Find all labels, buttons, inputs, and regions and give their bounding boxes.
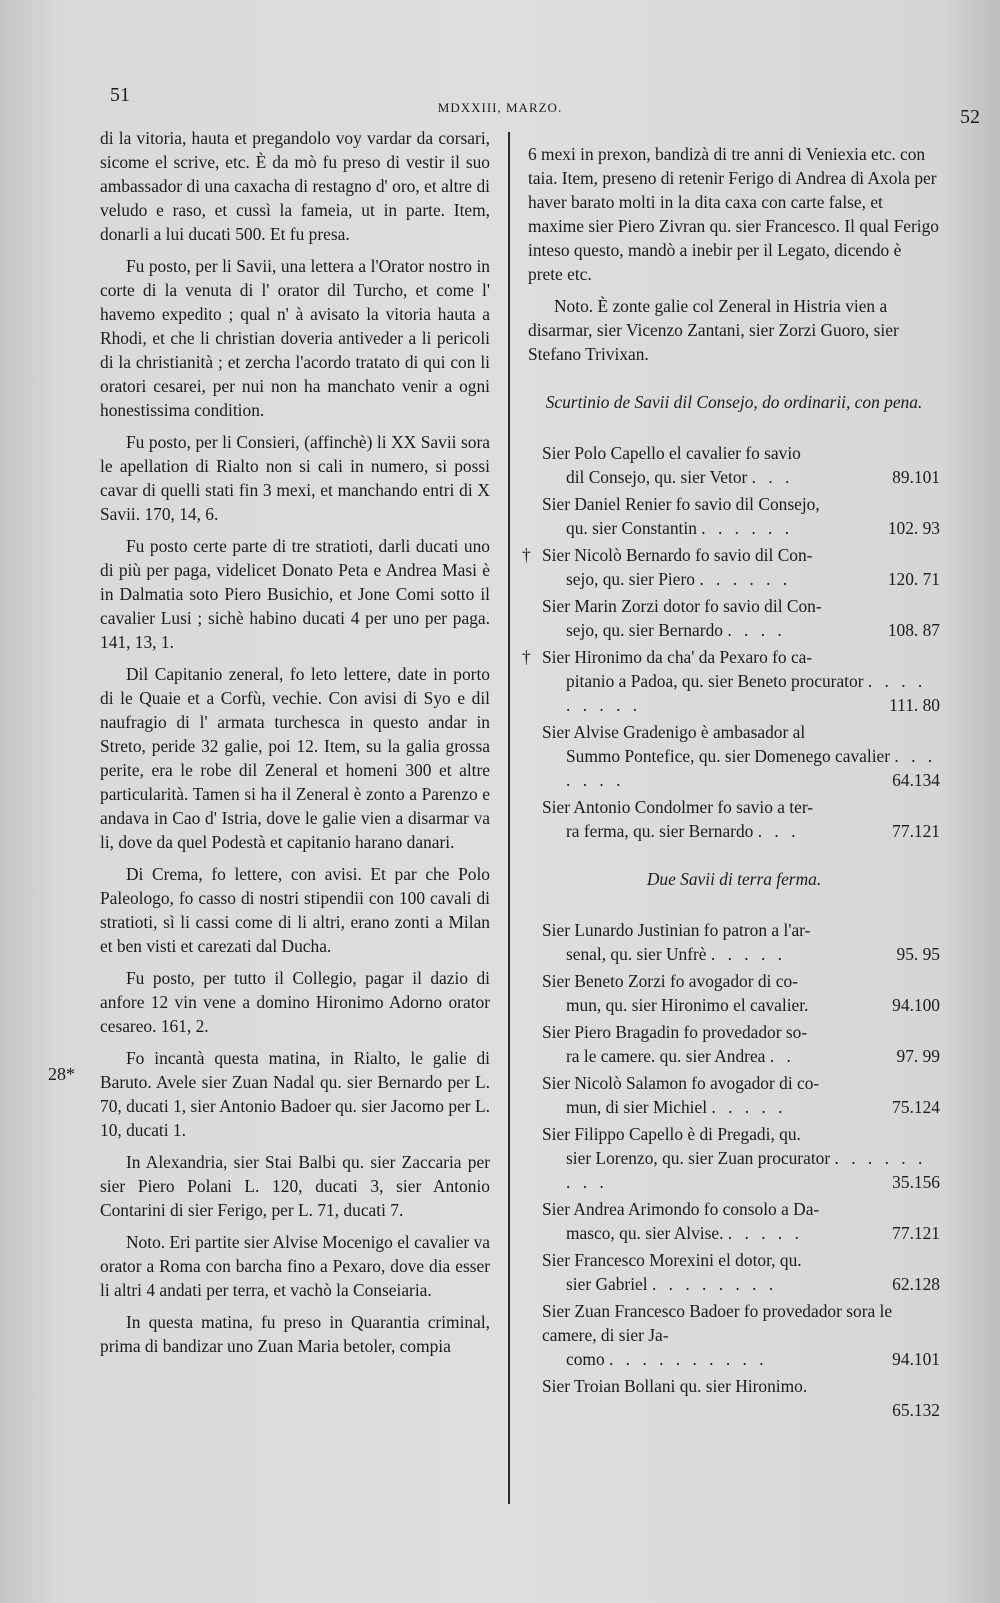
candidate-name: Sier Polo Capello el cavalier fo savio (542, 443, 801, 463)
left-paragraph: Di Crema, fo lettere, con avisi. Et par che Polo Paleologo, fo casso di nostri stipendii con 100 cavali di stratioti, sì li cassi come di li altri, erano zonti a Milan et ben visti et carezati dal Ducha. (100, 864, 490, 956)
leader-dots: . . . (751, 467, 794, 487)
vote-count: 89.101 (892, 467, 940, 487)
candidate-name: Sier Filippo Capello è di Pregadi, qu. (542, 1124, 801, 1144)
vote-count: 97. 99 (896, 1046, 940, 1066)
left-paragraph: Fu posto, per li Savii, una lettera a l'Orator nostro in corte di la venuta di l' orator dil Turcho, et come l' havemo expedito ; qual n' à avisato la vitoria hauta a Rhodi, et che li christian doveria antiveder a li pericoli di la christianità ; et zercha l'acordo tratato di qui con li oratori cesarei, per nui non ha manchato venir a ogni honestissima condition. (100, 256, 490, 420)
margin-note: 28* (48, 1064, 75, 1084)
candidate-detail-text: sejo, qu. sier Bernardo (566, 620, 728, 640)
leader-dots: . . . (757, 821, 800, 841)
terra-ferma-list (528, 918, 940, 1422)
vote-count: 65.132 (892, 1400, 940, 1420)
left-column (100, 126, 490, 1366)
candidate-detail-text: ra ferma, qu. sier Bernardo (566, 821, 758, 841)
candidate-name: Sier Troian Bollani qu. sier Hironimo. (542, 1376, 808, 1396)
ballot-entry (522, 645, 940, 717)
vote-count: 102. 93 (887, 518, 940, 538)
right-page-number: 52 (960, 106, 980, 128)
vote-count: 77.121 (892, 1223, 940, 1243)
candidate-detail (542, 618, 940, 642)
candidate-detail-text: senal, qu. sier Unfrè (566, 944, 711, 964)
candidate-detail (542, 744, 940, 792)
ballot-entry (528, 720, 940, 792)
candidate-name: Sier Beneto Zorzi fo avogador di co- (542, 971, 798, 991)
candidate-detail-text: mun, di sier Michiel (566, 1097, 712, 1117)
ballot-entry (528, 1197, 940, 1245)
candidate-name: Sier Piero Bragadin fo provedador so- (542, 1022, 808, 1042)
vote-count: 120. 71 (887, 569, 940, 589)
vote-count: 64.134 (892, 770, 940, 790)
ballot-entry (528, 918, 940, 966)
vote-count: 35.156 (892, 1172, 940, 1192)
candidate-detail (542, 993, 940, 1017)
candidate-detail-text: sier Lorenzo, qu. sier Zuan procurator (566, 1148, 835, 1168)
candidate-detail (542, 1095, 940, 1119)
vote-count: 94.101 (892, 1349, 940, 1369)
left-paragraph: di la vitoria, hauta et pregandolo voy vardar da corsari, sicome el scrive, etc. È da mò fu preso di vestir il suo ambassador di una caxacha di restagno d' oro, et altre di veludo e raso, et cussì la fameia, ut in parte. Item, donarli a lui ducati 500. Et fu presa. (100, 128, 490, 244)
candidate-detail-text: dil Consejo, qu. sier Vetor (566, 467, 752, 487)
vote-count: 108. 87 (887, 620, 940, 640)
section-title-scurtinio: Scurtinio de Savii dil Consejo, do ordinarii, con pena. (545, 392, 923, 412)
candidate-detail (542, 1146, 940, 1194)
candidate-name: Sier Francesco Morexini el dotor, qu. (542, 1250, 802, 1270)
candidate-name: Sier Zuan Francesco Badoer fo provedador sora le camere, di sier Ja- (542, 1301, 893, 1345)
left-paragraph: Fo incantà questa matina, in Rialto, le galie di Baruto. Avele sier Zuan Nadal qu. sier Bernardo per L. 70, ducati 1, sier Antonio Badoer qu. sier Jacomo per L. 10, ducati 1. (100, 1048, 490, 1140)
leader-dots: . . (769, 1046, 795, 1066)
leader-dots: . . . . . . . (566, 746, 937, 790)
candidate-detail-text: sejo, qu. sier Piero (566, 569, 700, 589)
candidate-detail-text: Summo Pontefice, qu. sier Domenego cavalier (566, 746, 895, 766)
scurtinio-list (522, 441, 940, 843)
candidate-detail-text: como (566, 1349, 609, 1369)
candidate-detail (542, 1272, 940, 1296)
ballot-entry (528, 594, 940, 642)
candidate-detail-text: qu. sier Constantin (566, 518, 702, 538)
ballot-entry (528, 1248, 940, 1296)
ballot-entry (528, 441, 940, 489)
candidate-name: Sier Antonio Condolmer fo savio a ter- (542, 797, 814, 817)
candidate-detail (542, 1347, 940, 1371)
ballot-entry (528, 1299, 940, 1371)
running-head: MDXXIII, MARZO. (437, 100, 563, 115)
candidate-name: Sier Andrea Arimondo fo consolo a Da- (542, 1199, 820, 1219)
column-divider (508, 132, 510, 1504)
candidate-detail (542, 465, 940, 489)
candidate-detail-text: pitanio a Padoa, qu. sier Beneto procurator (566, 671, 868, 691)
ballot-entry (528, 969, 940, 1017)
ballot-entry (528, 1122, 940, 1194)
vote-count: 95. 95 (896, 944, 940, 964)
right-paragraph: Noto. È zonte galie col Zeneral in Histria vien a disarmar, sier Vicenzo Zantani, sier Zorzi Guoro, sier Stefano Trivixan. (528, 296, 899, 364)
candidate-detail (542, 516, 940, 540)
candidate-name: Sier Hironimo da cha' da Pexaro fo ca- (542, 647, 813, 667)
candidate-detail-text: ra le camere. qu. sier Andrea (566, 1046, 770, 1066)
candidate-detail (542, 942, 940, 966)
leader-dots: . . . . . . (699, 569, 792, 589)
left-paragraph: Fu posto certe parte di tre stratioti, darli ducati uno di più per paga, videlicet Donato Peta e Andrea Masi è in Dalmatia soto Piero Busichio, et Jone Comi sotto il cavalier Lusi ; sichè habino ducati 4 per uno per paga. 141, 13, 1. (100, 536, 490, 652)
right-column (522, 142, 940, 1425)
ballot-entry (528, 1020, 940, 1068)
candidate-detail (542, 669, 940, 717)
candidate-detail (542, 1221, 940, 1245)
ballot-entry (528, 795, 940, 843)
ballot-entry (528, 492, 940, 540)
candidate-mark: † (522, 647, 531, 667)
leader-dots: . . . . (727, 620, 786, 640)
section-title-terra-ferma: Due Savii di terra ferma. (646, 869, 822, 889)
candidate-name: Sier Alvise Gradenigo è ambasador al (542, 722, 806, 742)
leader-dots: . . . . . (710, 944, 787, 964)
leader-dots: . . . . . . . . . . (608, 1349, 768, 1369)
candidate-detail (542, 819, 940, 843)
candidate-name: Sier Daniel Renier fo savio dil Consejo, (542, 494, 820, 514)
candidate-name: Sier Nicolò Bernardo fo savio dil Con- (542, 545, 813, 565)
candidate-mark: † (522, 545, 531, 565)
vote-count: 75.124 (892, 1097, 940, 1117)
vote-count: 77.121 (892, 821, 940, 841)
candidate-detail-text: sier Gabriel (566, 1274, 652, 1294)
left-page-number: 51 (110, 84, 130, 106)
left-paragraph: In Alexandria, sier Stai Balbi qu. sier Zaccaria per sier Piero Polani L. 120, ducati 3, sier Antonio Contarini di sier Ferigo, per L. 71, ducati 7. (100, 1152, 490, 1220)
candidate-name: Sier Lunardo Justinian fo patron a l'ar- (542, 920, 811, 940)
leader-dots: . . . . . (727, 1223, 803, 1243)
candidate-detail (542, 1044, 940, 1068)
left-paragraph: Dil Capitanio zeneral, fo leto lettere, date in porto di le Quaie et a Corfù, vechie. Con avisi di Syo e dil naufragio di l' armata turchesca in questo andar in Streto, peride 32 galie, poi 12. Item, su la galia grossa perite, era le robe dil Zeneral et homeni 300 et altre particularità. Tamen si ha il Zeneral è zonto a Parenzo e andava in Cao d' Istria, dove le galie vien a disarmar va li, dove da quel Podestà et capitanio harano danari. (100, 664, 490, 852)
candidate-name: Sier Nicolò Salamon fo avogador di co- (542, 1073, 820, 1093)
vote-count: 111. 80 (889, 695, 940, 715)
candidate-detail (542, 567, 940, 591)
leader-dots: . . . . . . (701, 518, 794, 538)
vote-count: 94.100 (892, 995, 940, 1015)
vote-count: 62.128 (892, 1274, 940, 1294)
left-paragraph: Fu posto, per tutto il Collegio, pagar il dazio di anfore 12 vin vene a domino Hironimo Adorno orator cesareo. 161, 2. (100, 968, 490, 1036)
leader-dots: . . . . . . . . (651, 1274, 778, 1294)
candidate-detail-text: masco, qu. sier Alvise. (566, 1223, 728, 1243)
left-paragraph: In questa matina, fu preso in Quarantia criminal, prima di bandizar uno Zuan Maria betoler, compia (100, 1312, 490, 1356)
ballot-entry (528, 1374, 940, 1422)
leader-dots: . . . . . . . . . (566, 671, 927, 715)
left-paragraph: Fu posto, per li Consieri, (affinchè) li XX Savii sora le apellation di Rialto non si cali in numero, si possi cavar di quelli stati fin 3 mexi, et manchando entri di X Savii. 170, 14, 6. (100, 432, 490, 524)
left-paragraph: Noto. Eri partite sier Alvise Mocenigo el cavalier va orator a Roma con barcha fino a Pexaro, dove dia esser li altri 4 andati per terra, et vachò la Conseiaria. (100, 1232, 490, 1300)
leader-dots: . . . . . . . . . (566, 1148, 927, 1192)
candidate-detail-text: mun, qu. sier Hironimo el cavalier. (566, 995, 809, 1015)
candidate-name: Sier Marin Zorzi dotor fo savio dil Con- (542, 596, 822, 616)
leader-dots: . . . . . (711, 1097, 787, 1117)
ballot-entry (528, 1071, 940, 1119)
ballot-entry (522, 543, 940, 591)
right-paragraph: 6 mexi in prexon, bandizà di tre anni di Veniexia etc. con taia. Item, preseno di retenir Ferigo di Andrea di Axola per haver barato molti in la dita caxa con carte false, et maxime sier Piero Zivran qu. sier Francesco. Il qual Ferigo inteso questo, mandò a inebir per il Legato, dicendo è prete etc. (528, 144, 939, 284)
